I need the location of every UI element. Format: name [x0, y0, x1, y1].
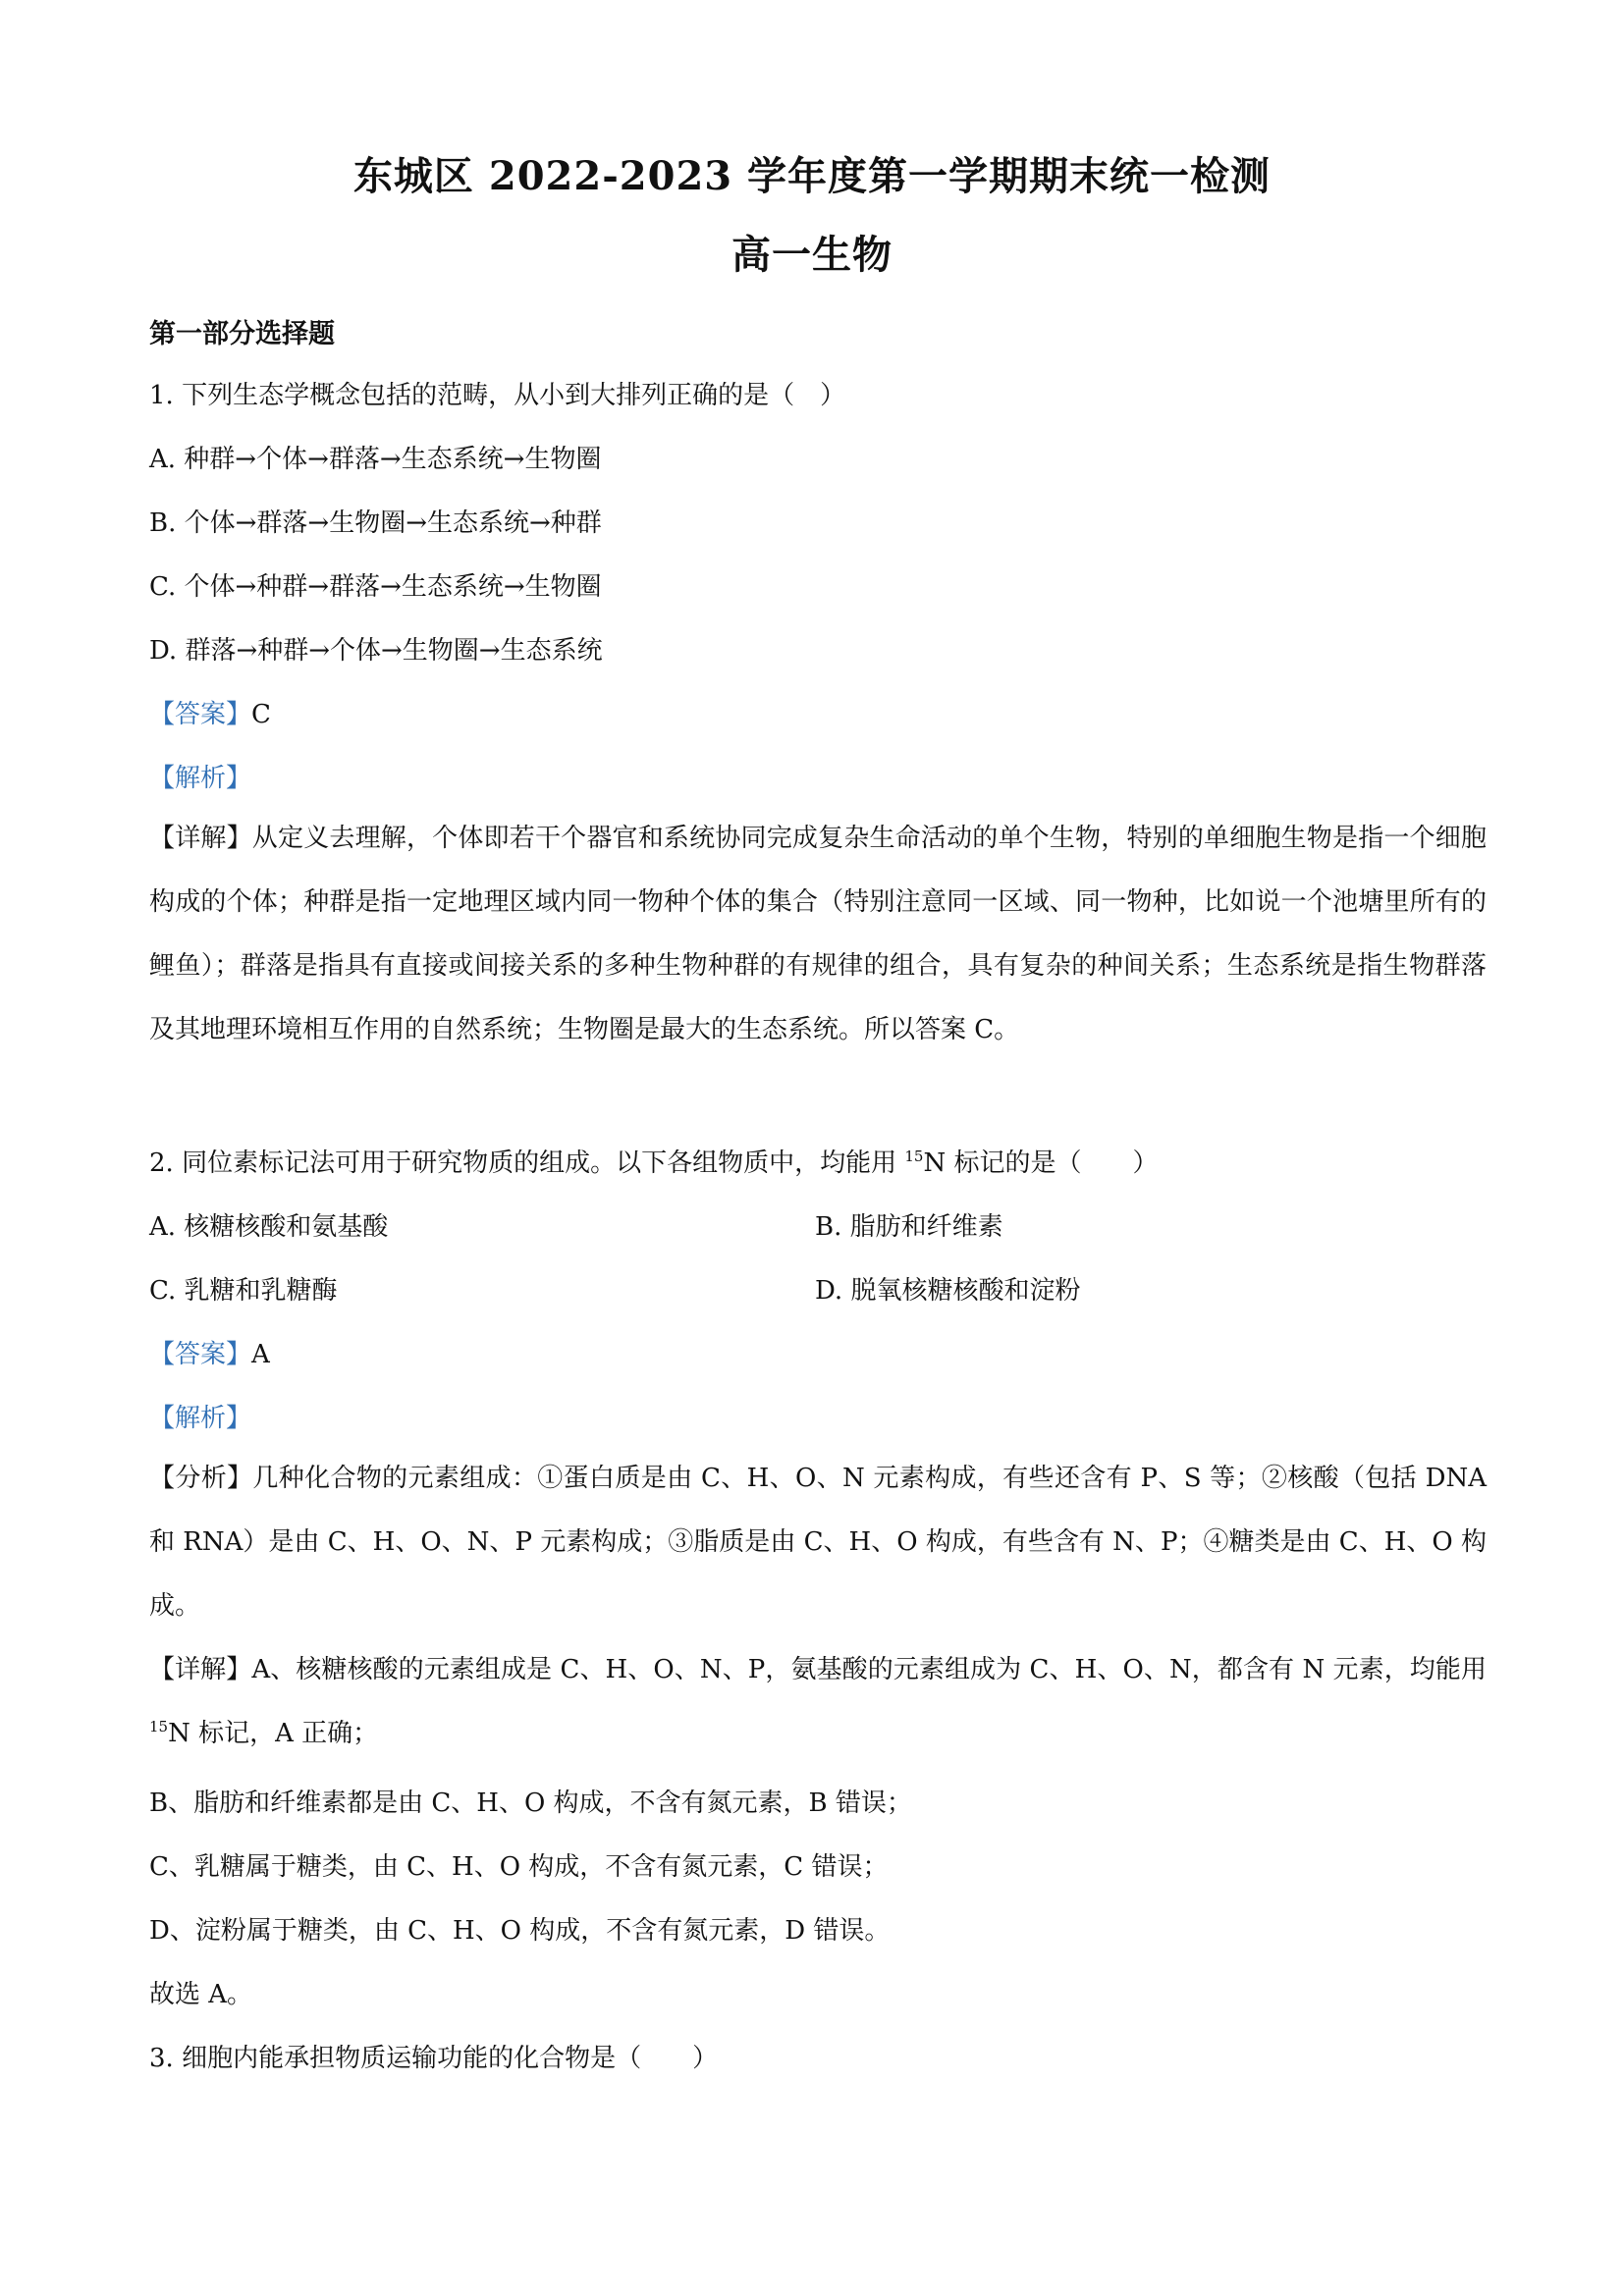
stem-text: N 标记的是（ ） — [923, 1148, 1159, 1178]
isotope-superscript: 15 — [149, 1718, 169, 1735]
page-title: 东城区 2022-2023 学年度第一学期期末统一检测 — [352, 153, 1272, 199]
question-2-option-a: A. 核糖核酸和氨基酸 — [149, 1212, 389, 1242]
question-1-answer — [149, 694, 271, 730]
question-2-detail-c: C、乳糖属于糖类，由 C、H、O 构成，不含有氮元素，C 错误； — [149, 1852, 889, 1882]
answer-tag: 【答案】 — [149, 700, 252, 729]
question-2-option-c: C. 乳糖和乳糖酶 — [149, 1276, 338, 1306]
question-2-detail — [149, 1638, 1487, 1766]
detail-text: A、核糖核酸的元素组成是 C、H、O、N、P，氨基酸的元素组成为 C、H、O、N，都含有 N 元素，均能用 — [251, 1655, 1487, 1684]
question-2-option-d: D. 脱氧核糖核酸和淀粉 — [815, 1276, 1081, 1306]
analysis-tag: 【解析】 — [149, 764, 252, 793]
question-1-option-a: A. 种群→个体→群落→生态系统→生物圈 — [149, 445, 602, 474]
question-1-option-b: B. 个体→群落→生物圈→生态系统→种群 — [149, 508, 602, 538]
question-2-detail-d: D、淀粉属于糖类，由 C、H、O 构成，不含有氮元素，D 错误。 — [149, 1916, 891, 1946]
section-heading: 第一部分选择题 — [149, 319, 335, 349]
question-2-detail-b: B、脂肪和纤维素都是由 C、H、O 构成，不含有氮元素，B 错误； — [149, 1789, 912, 1818]
detail-text: N 标记，A 正确； — [168, 1719, 379, 1748]
question-1-analysis-tag — [149, 758, 251, 794]
detail-text: 从定义去理解，个体即若干个器官和系统协同完成复杂生命活动的单个生物，特别的单细胞生物是指一个细胞构成的个体；种群是指一定地理区域内同一物种个体的集合（特别注意同一区域、同一物种，比如说一个池塘里所有的鲤鱼）；群落是指具有直接或间接关系的多种生物种群的有规律的组合，具有复杂的种间关系；生态系统是指生物群落及其地理环境相互作用的自然系统；生物圈是最大的生态系统。所以答案 C。 — [149, 824, 1487, 1044]
question-2-analysis-tag — [149, 1398, 251, 1434]
fenxi-tag: 【分析】 — [149, 1464, 253, 1493]
detail-tag: 【详解】 — [149, 1655, 252, 1684]
question-2-stem — [149, 1143, 1158, 1179]
analysis-tag: 【解析】 — [149, 1404, 252, 1433]
detail-tag: 【详解】 — [149, 824, 252, 853]
question-2-option-b: B. 脂肪和纤维素 — [815, 1212, 1003, 1242]
question-1-option-c: C. 个体→种群→群落→生态系统→生物圈 — [149, 572, 602, 602]
question-2-conclusion: 故选 A。 — [149, 1980, 253, 2009]
question-1-detail — [149, 807, 1487, 1062]
question-3-stem: 3. 细胞内能承担物质运输功能的化合物是（ ） — [149, 2044, 719, 2073]
question-1-option-d: D. 群落→种群→个体→生物圈→生态系统 — [149, 636, 603, 666]
question-2-answer — [149, 1334, 270, 1370]
answer-tag: 【答案】 — [149, 1340, 252, 1369]
fenxi-text: 几种化合物的元素组成：①蛋白质是由 C、H、O、N 元素构成，有些还含有 P、S 等；②核酸（包括 DNA 和 RNA）是由 C、H、O、N、P 元素构成；③脂质是由 C、H、O 构成，有些含有 N、P；④糖类是由 C、H、O 构成。 — [149, 1464, 1487, 1621]
answer-value: A — [251, 1340, 270, 1369]
isotope-superscript: 15 — [904, 1148, 924, 1165]
stem-text: 2. 同位素标记法可用于研究物质的组成。以下各组物质中，均能用 — [149, 1148, 905, 1178]
answer-value: C — [251, 700, 271, 729]
question-2-fenxi — [149, 1447, 1487, 1638]
page-subtitle: 高一生物 — [731, 232, 893, 278]
question-1-stem: 1. 下列生态学概念包括的范畴，从小到大排列正确的是（ ） — [149, 381, 846, 410]
